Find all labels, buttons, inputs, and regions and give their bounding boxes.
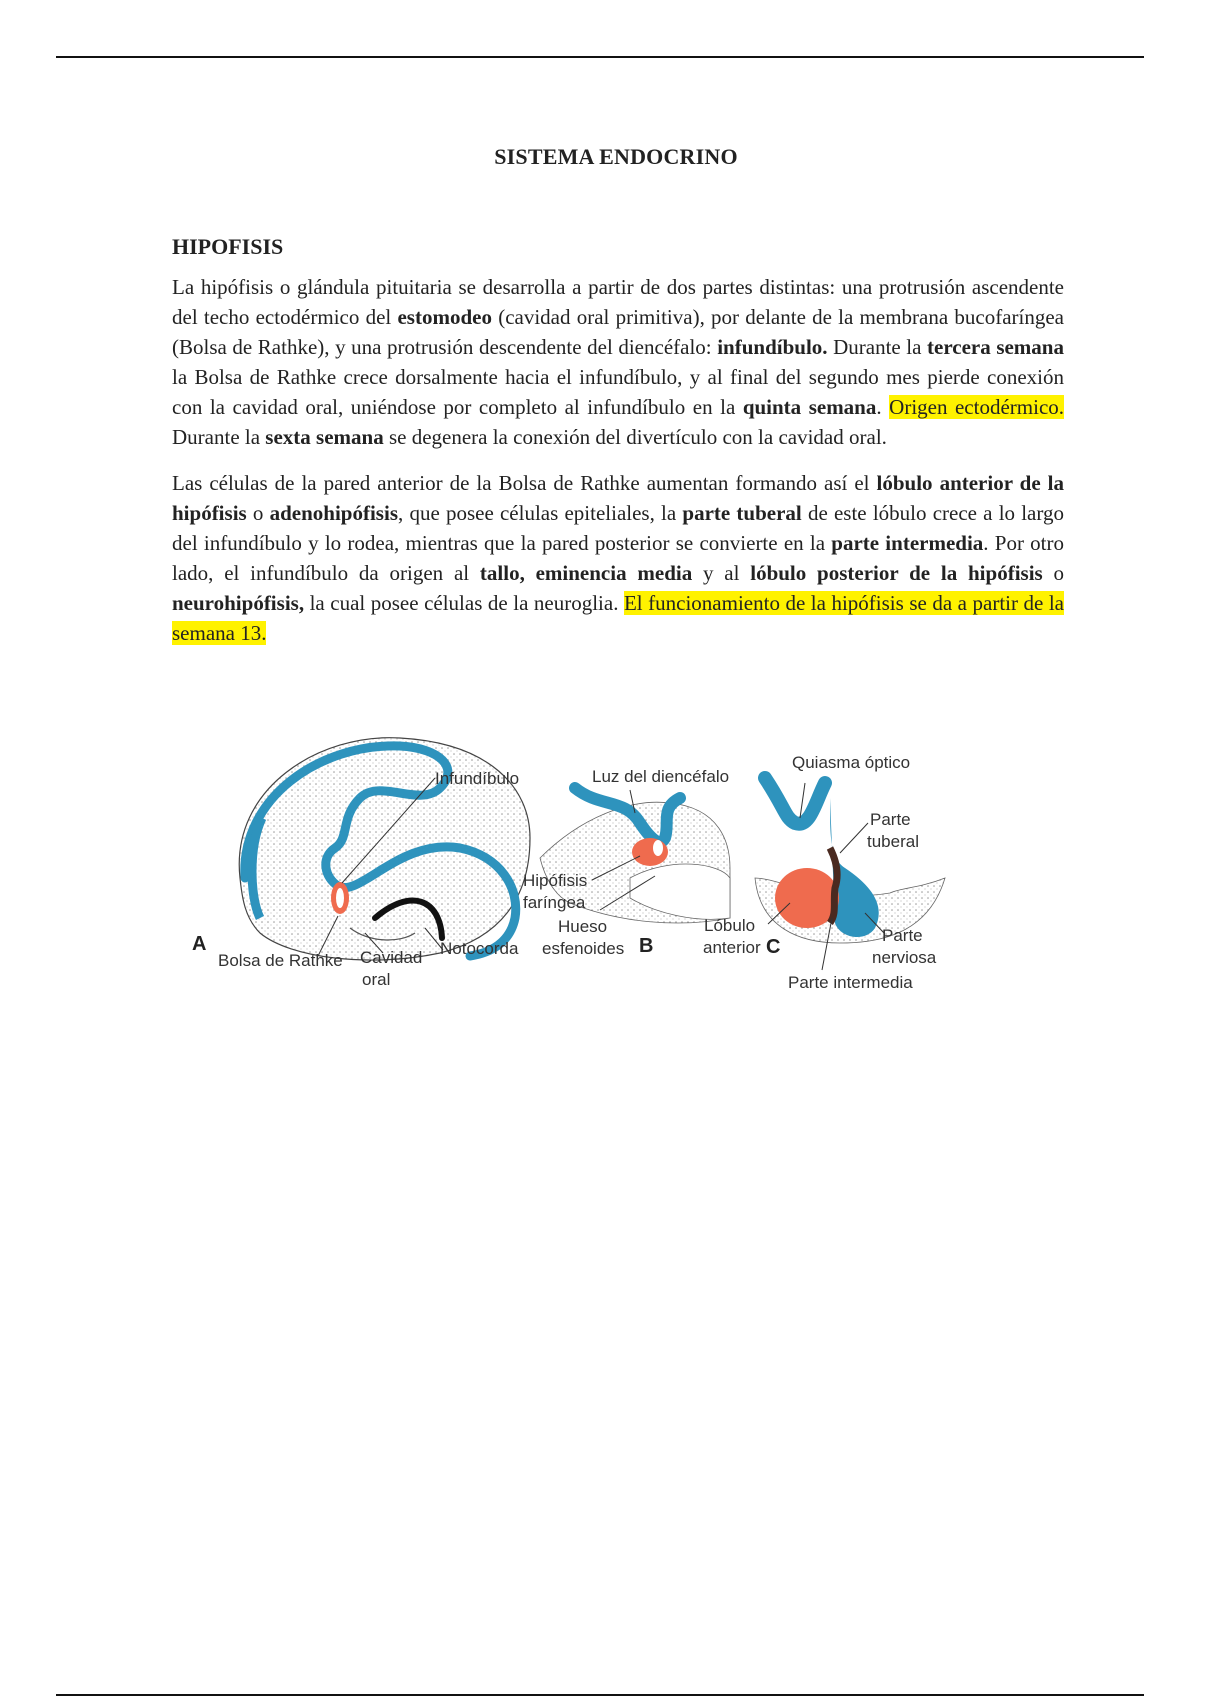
panel-letter-a: A [192, 933, 207, 955]
label-hueso: Hueso [558, 917, 608, 936]
bold-run: tercera semana [927, 335, 1064, 359]
label-bolsa-de-rathke: Bolsa de Rathke [218, 951, 343, 970]
panel-c-drawing [755, 778, 945, 943]
label-parte-nerviosa-line1: Parte [882, 926, 923, 945]
bold-run: lóbulo posterior de la hipófisis [750, 561, 1043, 585]
label-parte-nerviosa-line2: nerviosa [872, 948, 937, 967]
text-run: y al [692, 561, 751, 585]
label-notocorda: Notocorda [440, 939, 519, 958]
top-rule [56, 56, 1144, 58]
document-body [172, 234, 1064, 664]
text-run: la Bolsa de Rathke crece dorsalmente hacia el infundíbulo, y al final del segundo mes pierde conexión con la cavidad oral, uniéndose por completo al infundíbulo en la [172, 365, 1064, 419]
bold-run: adenohipófisis [269, 501, 398, 525]
bold-run: lóbulo anterior de la hipófisis [172, 471, 1065, 525]
label-quiasma-optico: Quiasma óptico [792, 753, 911, 772]
bold-run: sexta semana [265, 425, 384, 449]
text-run: La hipófisis o glándula pituitaria se desarrolla a partir de dos partes distintas: una protrusión ascendente del techo ectodérmico del [172, 275, 1064, 329]
label-esfenoides: esfenoides [542, 939, 625, 958]
text-run: Las células de la pared anterior de la Bolsa de Rathke aumentan formando así el [172, 471, 877, 495]
label-infundibulo: Infundíbulo [435, 769, 520, 788]
text-run: , que posee células epiteliales, la [398, 501, 683, 525]
bold-run: estomodeo [397, 305, 492, 329]
label-oral: oral [362, 970, 391, 989]
label-lobulo-line1: Lóbulo [704, 916, 756, 935]
paragraph-1 [172, 272, 1064, 452]
label-luz-diencefalo: Luz del diencéfalo [592, 767, 730, 786]
label-parte-tuberal-line2: tuberal [867, 832, 919, 851]
highlighted-run: El funcionamiento de la hipófisis se da a partir de la semana 13. [172, 591, 1064, 645]
page-title: SISTEMA ENDOCRINO [494, 144, 738, 169]
label-faringea: faríngea [523, 893, 586, 912]
text-run: Durante la [172, 425, 266, 449]
label-cavidad: Cavidad [360, 948, 423, 967]
bold-run: quinta semana [742, 395, 877, 419]
text-run: Durante la [827, 335, 928, 359]
bold-run: parte tuberal [682, 501, 802, 525]
label-parte-intermedia: Parte intermedia [788, 973, 913, 992]
text-run: (cavidad oral primitiva), por delante de la membrana bucofaríngea (Bolsa de Rathke), y una protrusión descendente del diencéfalo: [172, 305, 1064, 359]
bottom-rule [56, 1694, 1144, 1696]
text-run: la cual posee células de la neuroglia. [304, 591, 624, 615]
section-heading: HIPOFISIS [172, 234, 284, 259]
panel-letter-b: B [639, 935, 654, 957]
bold-run: neurohipófisis, [172, 591, 305, 615]
text-run: o [1042, 561, 1065, 585]
label-parte-tuberal-line1: Parte [870, 810, 911, 829]
bold-run: infundíbulo. [717, 335, 828, 359]
bold-run: parte intermedia [831, 531, 984, 555]
label-hipofisis: Hipófisis [523, 871, 588, 890]
highlighted-run: Origen ectodérmico. [889, 395, 1065, 419]
panel-letter-c: C [766, 936, 781, 958]
label-lobulo-line2: anterior [703, 938, 761, 957]
paragraph-2 [172, 468, 1064, 648]
bold-run: tallo, eminencia media [479, 561, 693, 585]
pituitary-development-figure [192, 728, 1030, 1008]
text-run: de este lóbulo crece a lo largo del infundíbulo y lo rodea, mientras que la pared posterior se convierte en la [172, 501, 1064, 555]
text-run: . Por otro lado, el infundíbulo da origen al [172, 531, 1065, 585]
text-run: se degenera la conexión del divertículo con la cavidad oral. [383, 425, 887, 449]
text-run: . [876, 395, 890, 419]
text-run: o [246, 501, 270, 525]
